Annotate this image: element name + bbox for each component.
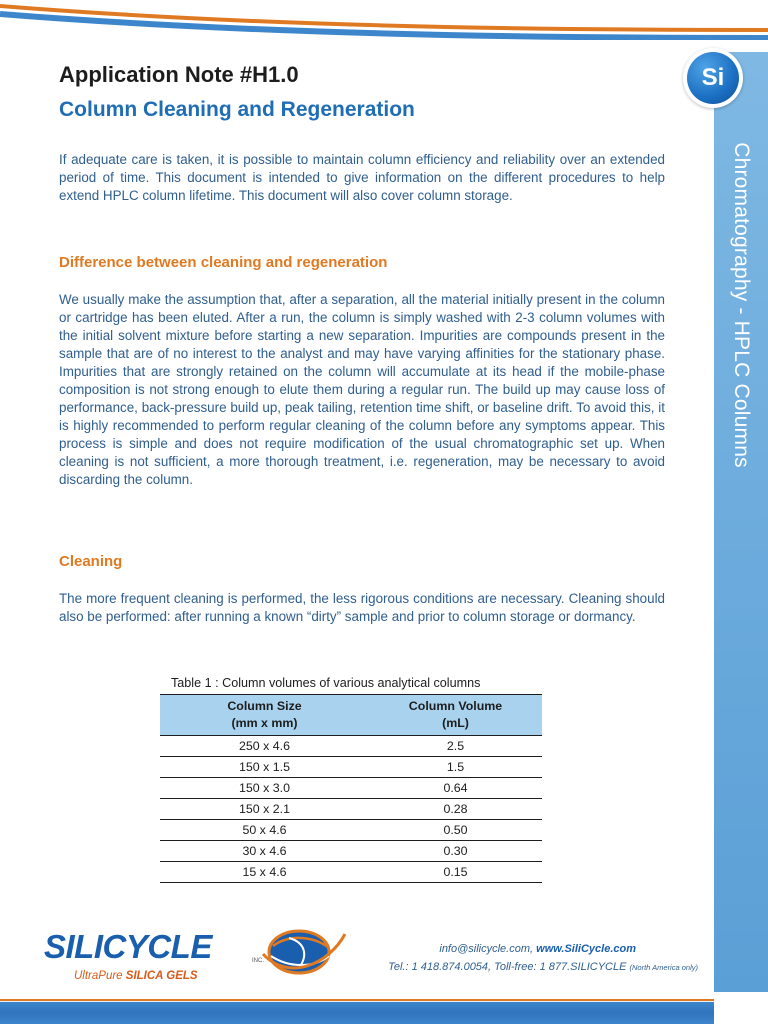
top-decorative-stripes — [0, 0, 768, 40]
website-link[interactable]: www.SiliCycle.com — [536, 943, 636, 955]
contact-phone: Tel.: 1 418.874.0054, Toll-free: 1 877.SILICYCLE (North America only) — [388, 961, 698, 973]
logo-inc: INC. — [252, 958, 264, 964]
section-body-cleaning: The more frequent cleaning is performed, the less rigorous conditions are necessary. Cleaning should also be performed: after running a known “dirty” sample and prior to column storage or dormancy. — [59, 591, 665, 624]
column-size-cell: 15 x 4.6 — [160, 862, 369, 883]
document-subtitle: Column Cleaning and Regeneration — [59, 98, 415, 121]
intro-paragraph: If adequate care is taken, it is possible to maintain column efficiency and reliability over an extended period of time. This document is intended to give information on the different procedures to help extend HPLC column lifetime. This document will also cover column storage. — [59, 152, 665, 203]
column-size-cell: 250 x 4.6 — [160, 736, 369, 757]
si-badge-text: Si — [687, 52, 739, 104]
table-row — [160, 778, 542, 799]
table-row — [160, 757, 542, 778]
table-row — [160, 736, 542, 757]
column-volume-cell: 1.5 — [369, 757, 542, 778]
column-size-cell: 150 x 2.1 — [160, 799, 369, 820]
table-row — [160, 820, 542, 841]
logo-tagline: UltraPure SILICA GELS — [74, 970, 198, 982]
table-row — [160, 841, 542, 862]
logo-wordmark: SILICYCLE — [44, 928, 212, 965]
globe-icon — [259, 924, 349, 976]
column-volume-cell: 2.5 — [369, 736, 542, 757]
column-size-cell: 50 x 4.6 — [160, 820, 369, 841]
column-volume-cell: 0.30 — [369, 841, 542, 862]
column-volume-cell: 0.15 — [369, 862, 542, 883]
column-size-cell: 30 x 4.6 — [160, 841, 369, 862]
table-row — [160, 799, 542, 820]
column-volume-cell: 0.64 — [369, 778, 542, 799]
table-header-row — [160, 695, 542, 736]
table-caption: Table 1 : Column volumes of various analytical columns — [171, 676, 481, 690]
section-body-difference: We usually make the assumption that, after a separation, all the material initially present in the column or cartridge has been eluted. After a run, the column is simply washed with 2-3 column volumes with the initial solvent mixture before starting a new separation. Impurities are compounds present in the sample that are of no interest to the analyst and may have varying affinities for the stationary phase. Impurities that are strongly retained on the column will accumulate at its head if the mobile-phase composition is not strong enough to elute them during a regular run. The build up may cause loss of performance, back-pressure build up, peak tailing, retention time shift, or baseline drift. To avoid this, it is highly recommended to perform regular cleaning of the column before any symptoms appear. This process is simple and does not require modification of the usual chromatographic set up. When cleaning is not sufficient, a more thorough treatment, i.e. regeneration, may be necessary to avoid discarding the column. — [59, 292, 665, 487]
contact-email-web — [370, 943, 636, 955]
section-heading-cleaning: Cleaning — [59, 553, 123, 570]
si-logo-badge — [683, 48, 743, 108]
column-size-cell: 150 x 3.0 — [160, 778, 369, 799]
bottom-decorative-bar — [0, 996, 714, 1024]
column-volume-cell: 0.28 — [369, 799, 542, 820]
column-volume-header: Column Volume (mL) — [369, 695, 542, 736]
column-size-cell: 150 x 1.5 — [160, 757, 369, 778]
email-link[interactable]: info@silicycle.com, — [439, 943, 534, 955]
table-row — [160, 862, 542, 883]
column-volumes-table — [160, 694, 542, 883]
document-title: Application Note #H1.0 — [59, 62, 299, 87]
section-heading-difference: Difference between cleaning and regeneration — [59, 254, 388, 271]
silicycle-logo — [44, 924, 354, 986]
column-volume-cell: 0.50 — [369, 820, 542, 841]
column-size-header: Column Size (mm x mm) — [160, 695, 369, 736]
